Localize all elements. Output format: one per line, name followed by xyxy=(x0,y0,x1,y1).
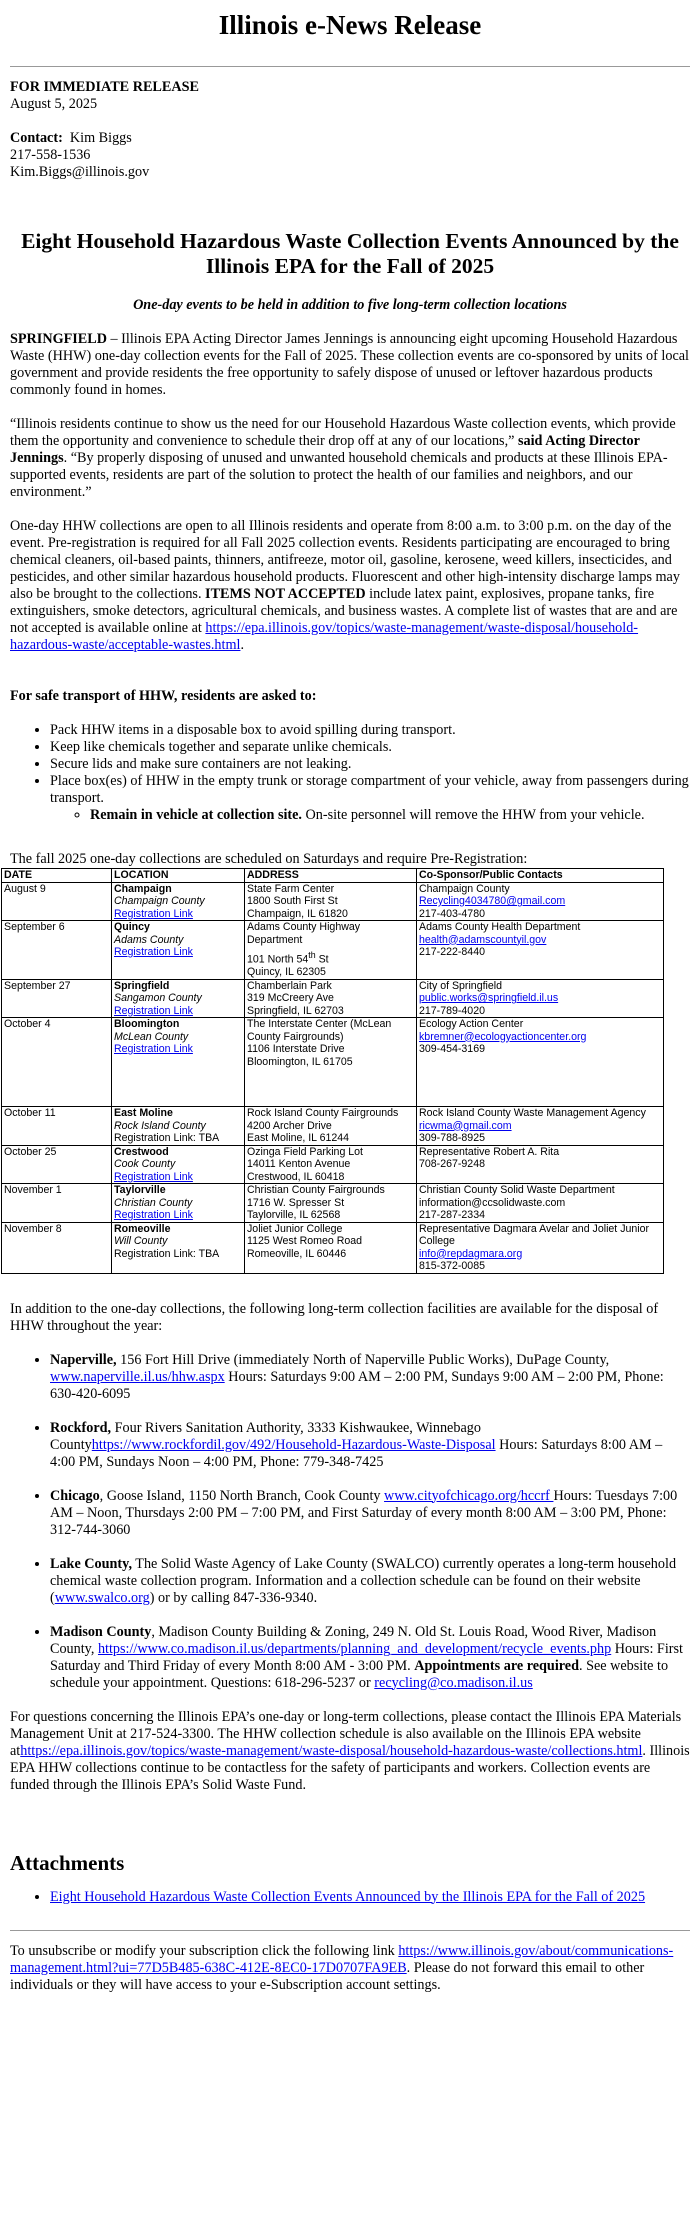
col-location: LOCATION xyxy=(112,869,245,883)
transport-list xyxy=(10,722,690,824)
transport-heading: For safe transport of HHW, residents are asked to: xyxy=(10,688,317,704)
attachments-heading: Attachments xyxy=(10,1850,125,1875)
table-row xyxy=(2,1222,664,1273)
masthead-title: Illinois e-News Release xyxy=(218,10,482,40)
quote-attribution: said Acting Director Jennings xyxy=(10,433,640,466)
attachments-list xyxy=(10,1889,690,1906)
event-address: Ozinga Field Parking Lot 14011 Kenton Avenue Crestwood, IL 60418 xyxy=(245,1145,417,1184)
table-row xyxy=(2,979,664,1018)
table-row xyxy=(2,882,664,921)
event-sponsor: Representative Dagmara Avelar and Joliet Junior College info@repdagmara.org 815-372-0085 xyxy=(417,1222,664,1273)
registration-link[interactable]: Registration Link xyxy=(114,1170,193,1183)
madison-email-link[interactable]: recycling@co.madison.il.us xyxy=(374,1674,533,1691)
event-location: Springfield Sangamon County Registration Link xyxy=(112,979,245,1018)
closing-paragraph: For questions concerning the Illinois EPA’s one-day or long-term collections, please contact the Illinois EPA Materials Management Unit at 217-524-3300. The HHW collection schedule is also available on the Illinois EPA website athttps://epa.illinois.gov/topics/waste-management/waste-disposal/household-hazardous-waste/collections.html. Illinois EPA HHW collections continue to be contactless for the safety of participants and workers. Collection events are funded through the Illinois EPA’s Solid Waste Fund. xyxy=(10,1708,690,1793)
subheadline: One-day events to be held in addition to five long-term collection locations xyxy=(133,297,567,313)
event-date: October 25 xyxy=(2,1145,112,1184)
footer-text: To unsubscribe or modify your subscription click the following link https://www.illinois.gov/about/communications-management.html?ui=77D5B485-638C-412E-8EC0-17D0707FA9EB. Please do not forward this email to other individuals or they will have access to your e-Subscription account settings. xyxy=(10,1942,674,1993)
unsubscribe-link[interactable]: https://www.illinois.gov/about/communications-management.html?ui=77D5B485-638C-412E-8EC0-17D0707FA9EB xyxy=(10,1942,674,1976)
transport-sublist xyxy=(50,807,690,824)
registration-link[interactable]: Registration Link xyxy=(114,907,193,920)
event-address: Rock Island County Fairgrounds 4200 Archer Drive East Moline, IL 61244 xyxy=(245,1107,417,1146)
contact-email-link[interactable]: health@adamscountyil.gov xyxy=(419,933,547,946)
event-date: September 6 xyxy=(2,921,112,980)
list-item: ◦ Remain in vehicle at collection site. On-site personnel will remove the HHW from your vehicle. xyxy=(90,807,690,824)
quote-paragraph: “Illinois residents continue to show us the need for our Household Hazardous Waste collection events, which provide them the opportunity and convenience to schedule their drop off at any of our locations,” said Acting Director Jennings. “By properly disposing of unused and unwanted household chemicals and products at these Illinois EPA-supported events, residents are part of the solution to protect the health of our families and neighbors, and our environment.” xyxy=(10,416,676,500)
event-sponsor: Representative Robert A. Rita 708-267-9248 xyxy=(417,1145,664,1184)
event-date: November 8 xyxy=(2,1222,112,1273)
list-item: • Place box(es) of HHW in the empty trunk or storage compartment of your vehicle, away from passengers during transport. ◦ Remain in vehicle at collection site. On-site personnel will remove the HHW from your vehicle. xyxy=(50,773,690,824)
contact-email-link[interactable]: ricwma@gmail.com xyxy=(419,1119,512,1132)
col-sponsor: Co-Sponsor/Public Contacts xyxy=(417,869,664,883)
event-location: Romeoville Will County Registration Link: TBA xyxy=(112,1222,245,1273)
items-not-accepted: ITEMS NOT ACCEPTED xyxy=(205,586,366,602)
event-date: October 4 xyxy=(2,1018,112,1107)
contact-block xyxy=(10,130,690,181)
acceptable-wastes-link[interactable]: https://epa.illinois.gov/topics/waste-management/waste-disposal/household-hazardous-waste/acceptable-wastes.html xyxy=(10,620,639,653)
contact-email-link[interactable]: public.works@springfield.il.us xyxy=(419,992,559,1005)
list-item: • Pack HHW items in a disposable box to avoid spilling during transport. xyxy=(50,722,690,739)
contact-email-link[interactable]: Recycling4034780@gmail.com xyxy=(419,895,566,907)
swalco-link[interactable]: www.swalco.org xyxy=(54,1589,150,1606)
event-address: Adams County Highway Department 101 North 54th St Quincy, IL 62305 xyxy=(245,921,417,980)
longterm-list xyxy=(10,1352,690,1692)
table-row xyxy=(2,1107,664,1146)
longterm-intro: In addition to the one-day collections, the following long-term collection facilities are available for the disposal of HHW throughout the year: xyxy=(10,1300,659,1334)
event-sponsor: Rock Island County Waste Management Agency ricwma@gmail.com 309-788-8925 xyxy=(417,1107,664,1146)
press-release xyxy=(4,10,690,1994)
attachment-link[interactable]: Eight Household Hazardous Waste Collection Events Announced by the Illinois EPA for the Fall of 2025 xyxy=(50,1888,646,1905)
contact-name: Kim Biggs xyxy=(69,130,132,146)
event-location: East Moline Rock Island County Registration Link: TBA xyxy=(112,1107,245,1146)
release-header xyxy=(10,79,690,113)
headline: Eight Household Hazardous Waste Collection Events Announced by the Illinois EPA for the Fall of 2025 xyxy=(21,229,679,278)
details-paragraph: One-day HHW collections are open to all Illinois residents and operate from 8:00 a.m. to 3:00 p.m. on the day of the event. Pre-registration is required for all Fall 2025 collection events. Residents participating are encouraged to bring chemical cleaners, oil-based paints, thinners, antifreeze, motor oil, gasoline, kerosene, weed killers, insecticides, and pesticides, and other similar hazardous household products. Fluorescent and other high-intensity discharge lamps may also be brought to the collections. ITEMS NOT ACCEPTED include latex paint, explosives, propane tanks, fire extinguishers, smoke detectors, agricultural chemicals, and business wastes. A complete list of wastes that are and are not accepted is available online at https://epa.illinois.gov/topics/waste-management/waste-disposal/household-hazardous-waste/acceptable-wastes.html. xyxy=(10,518,680,653)
list-item: • Lake County, The Solid Waste Agency of Lake County (SWALCO) currently operates a long-term household chemical waste collection program. Information and a collection schedule can be found on their website (www.swalco.org) or by calling 847-336-9340. xyxy=(50,1556,690,1607)
event-date: September 27 xyxy=(2,979,112,1018)
collections-link[interactable]: https://epa.illinois.gov/topics/waste-management/waste-disposal/household-hazardous-waste/collections.html xyxy=(20,1742,643,1759)
event-sponsor: Ecology Action Center kbremner@ecologyactioncenter.org 309-454-3169 xyxy=(417,1018,664,1107)
event-date: November 1 xyxy=(2,1184,112,1223)
event-location: Champaign Champaign County Registration Link xyxy=(112,882,245,921)
registration-link[interactable]: Registration Link xyxy=(114,946,193,958)
event-sponsor: Champaign County Recycling4034780@gmail.com 217-403-4780 xyxy=(417,882,664,921)
list-item: • Naperville, 156 Fort Hill Drive (immediately North of Naperville Public Works), DuPage County, www.naperville.il.us/hhw.aspx Hours: Saturdays 9:00 AM – 2:00 PM, Sundays 9:00 AM – 2:00 PM, Phone: 630-420-6095 xyxy=(50,1352,690,1403)
col-address: ADDRESS xyxy=(245,869,417,883)
events-table xyxy=(1,868,664,1274)
list-item: • Keep like chemicals together and separate unlike chemicals. xyxy=(50,739,690,756)
list-item: • Chicago, Goose Island, 1150 North Branch, Cook County www.cityofchicago.org/hccrf Hours: Tuesdays 7:00 AM – Noon, Thursdays 2:00 PM – 7:00 PM, and First Saturday of every month 8:00 AM – 3:00 PM, Phone: 312-744-3060 xyxy=(50,1488,690,1539)
contact-email-link[interactable]: kbremner@ecologyactioncenter.org xyxy=(419,1030,587,1043)
list-item: • Madison County, Madison County Building & Zoning, 249 N. Old St. Louis Road, Wood River, Madison County, https://www.co.madison.il.us/departments/planning_and_development/recycle_events.php Hours: First Saturday and Third Friday of every Month 8:00 AM - 3:00 PM. Appointments are required. See website to schedule your appointment. Questions: 618-296-5237 or recycling@co.madison.il.us xyxy=(50,1624,690,1692)
event-address: The Interstate Center (McLean County Fairgrounds) 1106 Interstate Drive Bloomington, IL 61705 xyxy=(245,1018,417,1107)
table-row xyxy=(2,1184,664,1223)
event-sponsor: City of Springfield public.works@springfield.il.us 217-789-4020 xyxy=(417,979,664,1018)
registration-link[interactable]: Registration Link xyxy=(114,1209,193,1222)
table-row xyxy=(2,921,664,980)
event-date: October 11 xyxy=(2,1107,112,1146)
contact-email-link[interactable]: info@repdagmara.org xyxy=(419,1247,523,1260)
event-sponsor: Christian County Solid Waste Department information@ccsolidwaste.com 217-287-2334 xyxy=(417,1184,664,1223)
list-item: • Rockford, Four Rivers Sanitation Authority, 3333 Kishwaukee, Winnebago Countyhttps://www.rockfordil.gov/492/Household-Hazardous-Waste-Disposal Hours: Saturdays 8:00 AM – 4:00 PM, Sundays Noon – 4:00 PM, Phone: 779-348-7425 xyxy=(50,1420,690,1471)
event-address: Christian County Fairgrounds 1716 W. Spresser St Taylorville, IL 62568 xyxy=(245,1184,417,1223)
rockford-link[interactable]: https://www.rockfordil.gov/492/Household-Hazardous-Waste-Disposal xyxy=(91,1436,496,1453)
registration-link[interactable]: Registration Link xyxy=(114,1004,193,1017)
madison-link[interactable]: https://www.co.madison.il.us/departments/planning_and_development/recycle_events.php xyxy=(97,1640,612,1657)
schedule-intro: The fall 2025 one-day collections are scheduled on Saturdays and require Pre-Registration: xyxy=(10,851,528,867)
registration-link[interactable]: Registration Link xyxy=(114,1043,193,1056)
event-location: Bloomington McLean County Registration Link xyxy=(112,1018,245,1107)
intro-paragraph: SPRINGFIELD – Illinois EPA Acting Director James Jennings is announcing eight upcoming Household Hazardous Waste (HHW) one-day collection events for the Fall of 2025. These collection events are co-sponsored by units of local government and provide residents the free opportunity to safely dispose of unused or leftover hazardous products commonly found in homes. xyxy=(10,331,689,398)
event-address: Chamberlain Park 319 McCreery Ave Springfield, IL 62703 xyxy=(245,979,417,1018)
event-location: Quincy Adams County Registration Link xyxy=(112,921,245,980)
release-label: FOR IMMEDIATE RELEASE xyxy=(10,79,199,95)
event-location: Crestwood Cook County Registration Link xyxy=(112,1145,245,1184)
list-item: • Secure lids and make sure containers are not leaking. xyxy=(50,756,690,773)
table-header-row xyxy=(2,869,664,883)
contact-label: Contact: xyxy=(10,130,63,146)
col-date: DATE xyxy=(2,869,112,883)
contact-phone: 217-558-1536 xyxy=(10,147,91,163)
event-location: Taylorville Christian County Registration Link xyxy=(112,1184,245,1223)
event-date: August 9 xyxy=(2,882,112,921)
dateline: SPRINGFIELD xyxy=(10,331,107,347)
event-address: State Farm Center 1800 South First St Champaign, IL 61820 xyxy=(245,882,417,921)
list-item xyxy=(50,1889,690,1906)
chicago-link[interactable]: www.cityofchicago.org/hccrf xyxy=(384,1487,554,1504)
table-row xyxy=(2,1145,664,1184)
event-address: Joliet Junior College 1125 West Romeo Road Romeoville, IL 60446 xyxy=(245,1222,417,1273)
naperville-link[interactable]: www.naperville.il.us/hhw.aspx xyxy=(50,1368,225,1385)
table-row xyxy=(2,1018,664,1107)
release-date: August 5, 2025 xyxy=(10,96,98,112)
masthead-divider xyxy=(10,66,690,67)
footer-divider xyxy=(10,1930,690,1931)
event-sponsor: Adams County Health Department health@adamscountyil.gov 217-222-8440 xyxy=(417,921,664,980)
contact-email: Kim.Biggs@illinois.gov xyxy=(10,164,150,180)
